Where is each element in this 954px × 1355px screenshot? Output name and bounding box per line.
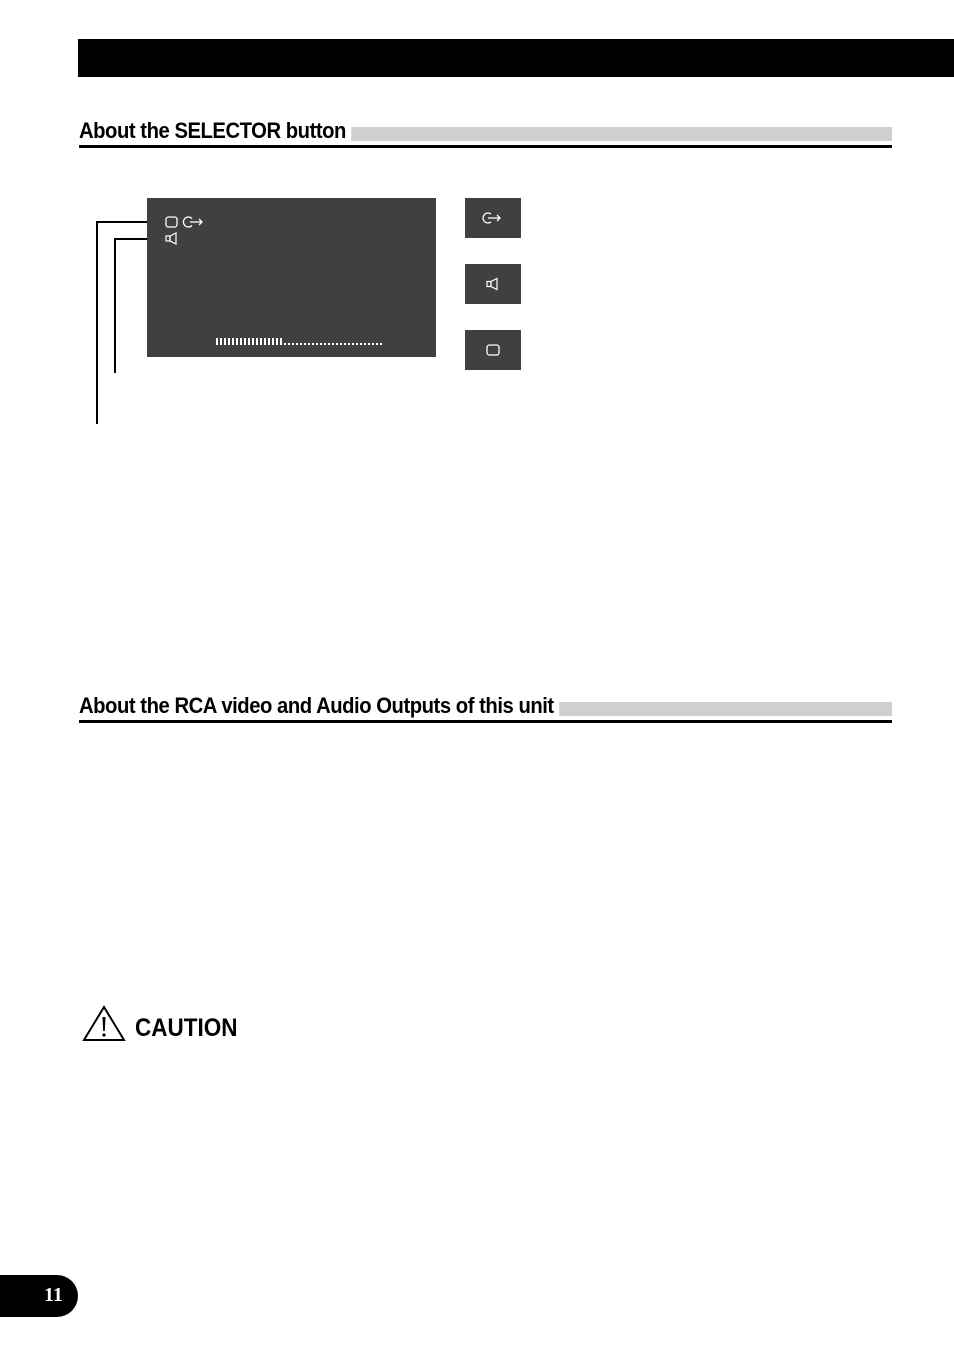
level-segment-off — [312, 343, 314, 345]
section-heading-selector — [79, 118, 892, 148]
level-segment-on — [228, 338, 230, 345]
level-segment-on — [264, 338, 266, 345]
leader-line-speaker — [114, 238, 116, 373]
level-segment-off — [316, 343, 318, 345]
level-segment-off — [372, 343, 374, 345]
speaker-icon — [166, 233, 176, 244]
level-segment-off — [336, 343, 338, 345]
level-segment-on — [224, 338, 226, 345]
output-select-button[interactable] — [465, 198, 521, 238]
level-segment-on — [268, 338, 270, 345]
leader-line-monitor — [96, 221, 98, 424]
caution-label: CAUTION — [135, 1014, 238, 1042]
speaker-select-button[interactable] — [465, 264, 521, 304]
display-screen — [147, 198, 436, 357]
monitor-icon — [166, 217, 177, 227]
level-segment-on — [276, 338, 278, 345]
level-bar — [216, 338, 382, 345]
level-segment-on — [240, 338, 242, 345]
level-segment-off — [304, 343, 306, 345]
level-segment-off — [344, 343, 346, 345]
level-segment-on — [216, 338, 218, 345]
level-segment-off — [308, 343, 310, 345]
level-segment-off — [288, 343, 290, 345]
page-number-tab — [0, 1275, 78, 1317]
heading-rule — [79, 145, 892, 148]
level-segment-off — [360, 343, 362, 345]
level-segment-off — [328, 343, 330, 345]
level-segment-on — [280, 338, 282, 345]
monitor-select-button[interactable] — [465, 330, 521, 370]
level-segment-on — [220, 338, 222, 345]
level-segment-off — [320, 343, 322, 345]
warning-triangle-icon — [81, 1004, 127, 1042]
speaker-icon — [483, 276, 503, 292]
level-segment-off — [368, 343, 370, 345]
section-title: About the SELECTOR button — [79, 118, 351, 144]
level-segment-on — [244, 338, 246, 345]
monitor-icon — [483, 342, 503, 358]
section-heading-rca — [79, 693, 892, 723]
level-segment-off — [356, 343, 358, 345]
level-segment-on — [260, 338, 262, 345]
level-segment-off — [284, 343, 286, 345]
level-segment-off — [332, 343, 334, 345]
level-segment-on — [272, 338, 274, 345]
section-title: About the RCA video and Audio Outputs of this unit — [79, 693, 559, 719]
level-segment-off — [364, 343, 366, 345]
output-icon — [481, 210, 505, 226]
level-segment-off — [352, 343, 354, 345]
level-segment-off — [340, 343, 342, 345]
level-segment-off — [380, 343, 382, 345]
level-segment-off — [300, 343, 302, 345]
heading-rule — [79, 720, 892, 723]
level-segment-off — [348, 343, 350, 345]
level-segment-off — [296, 343, 298, 345]
level-segment-on — [232, 338, 234, 345]
leader-line-monitor-h — [96, 221, 152, 223]
level-segment-off — [292, 343, 294, 345]
output-icon — [183, 217, 202, 227]
page-number: 11 — [44, 1284, 63, 1306]
level-segment-on — [248, 338, 250, 345]
level-segment-off — [376, 343, 378, 345]
level-segment-on — [252, 338, 254, 345]
header-bar — [78, 39, 954, 77]
level-segment-on — [236, 338, 238, 345]
level-segment-on — [256, 338, 258, 345]
level-segment-off — [324, 343, 326, 345]
